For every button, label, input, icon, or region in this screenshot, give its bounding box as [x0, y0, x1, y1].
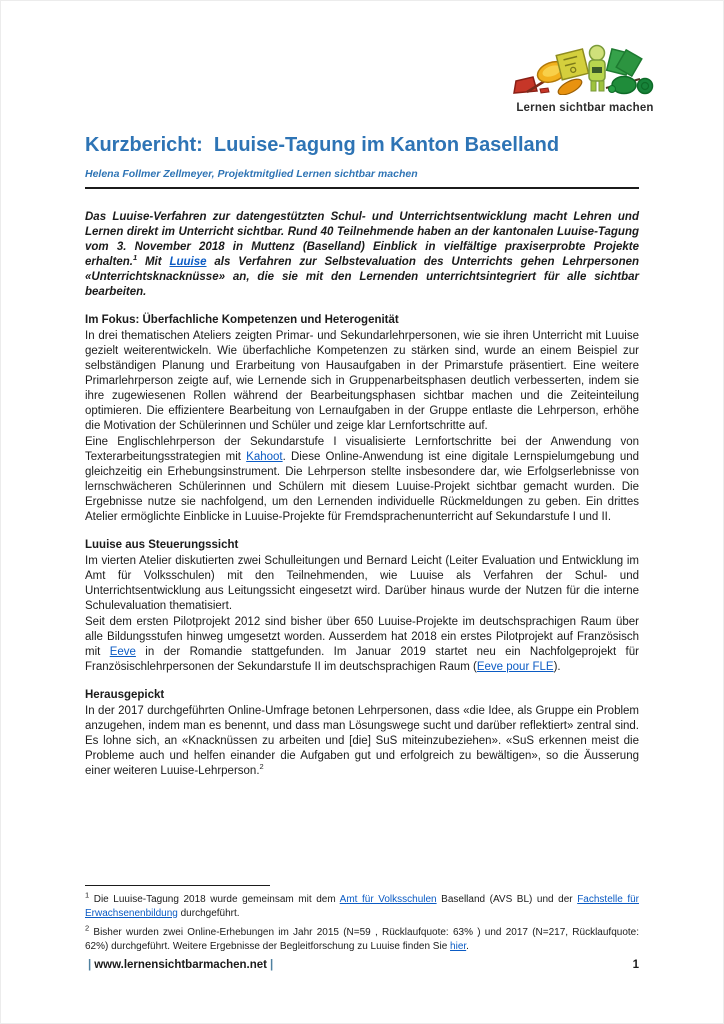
- logo-snail-icon: [638, 79, 653, 94]
- page-footer: [85, 959, 639, 971]
- text-run: Das Luuise-Verfahren zur datengestützten Schul- und Unterrichtsentwicklung macht Lehren und Lernen direkt im Unterricht sichtbar. Rund 40 Teilnehmende haben an der kantonalen Luuise-Tagung vom 3. November 2018 in Muttenz (Baselland) Einblick in vielfältige praxiserprobte Projekte erhalten.: [85, 211, 639, 268]
- paragraph: [85, 615, 639, 675]
- paragraph: [85, 554, 639, 614]
- footer-site: www.lernensichtbarmachen.net: [94, 959, 267, 971]
- document-content: [85, 1, 639, 779]
- footnote-2: [85, 923, 639, 953]
- section-steuerungssicht: [85, 538, 639, 675]
- text-run: Mit: [137, 256, 170, 268]
- text-run: .: [466, 940, 469, 952]
- text-run: ).: [553, 661, 561, 673]
- hier-link[interactable]: hier: [450, 940, 467, 952]
- text-run: in der Romandie stattgefunden. Im Januar 2019 startet neu ein Nachfolgeprojekt für Französischlehrpersonen der Sekundarstufe II im deutschsprachigen Raum (: [85, 646, 639, 673]
- section-heading-steuerungssicht: Luuise aus Steuerungssicht: [85, 539, 239, 551]
- section-heading-herausgepickt: Herausgepickt: [85, 689, 165, 701]
- text-run: Bisher wurden zwei Online-Erhebungen im Jahr 2015 (N=59 , Rücklaufquote: 63% ) und 2017 (N=217, Rücklaufquote: 62%) durchgeführt. Weitere Ergebnisse der Begleitforschung zu Luuise finden Sie: [85, 927, 639, 952]
- text-run: In der 2017 durchgeführten Online-Umfrage betonen Lehrpersonen, dass «die Idee, als Gruppe ein Problem anzugehen, indem man es benennt, und dass man Lösungswege sucht und darüber reflektiert» zentral sind. Es lohne sich, an «Knacknüssen zu arbeiten und [die] SuS miteinzubeziehen». «SuS erkennen meist die Probleme auch und helfen einander die Aufgaben gut und erfolgreich zu bewältigen», so die Äusserung einer weiteren Luuise-Lehrperson.: [85, 705, 639, 777]
- page-title: Kurzbericht: Luuise-Tagung im Kanton Baselland: [85, 134, 560, 156]
- section-heading-im-fokus: Im Fokus: Überfachliche Kompetenzen und Heterogenität: [85, 314, 399, 326]
- text-run: Baselland (AVS BL) und der: [436, 894, 578, 905]
- page-number: 1: [632, 959, 639, 971]
- luuise-link[interactable]: Luuise: [169, 256, 207, 268]
- text-run: Im vierten Atelier diskutierten zwei Schulleitungen und Bernard Leicht (Leiter Evaluation und Entwicklung im Amt für Volksschulen) mit den Teilnehmenden, wie Luuise als Verfahren der Schul- und Unterrichtsentwicklung aus Leitungssicht eingesetzt wird. Darüber hinaus wurde der Nutzen für die interne Schulevaluation thematisiert.: [85, 555, 639, 612]
- footer-pipe-left: |: [88, 959, 92, 971]
- text-run: Die Luuise-Tagung 2018 wurde gemeinsam mit dem: [89, 894, 340, 905]
- paragraph: [85, 435, 639, 525]
- footnotes: [85, 885, 639, 959]
- paragraph: [85, 329, 639, 434]
- text-run: als Verfahren zur Selbstevaluation des Unterrichts gehen Lehrpersonen «Unterrichtsknacknüsse» an, die sie mit den Lernenden unterrichtsintegriert für alle sichtbar bearbeiten.: [85, 256, 640, 298]
- footnote-ref-1: 1: [132, 253, 138, 263]
- byline: Helena Follmer Zellmeyer, Projektmitglied Lernen sichtbar machen: [85, 168, 418, 180]
- footnote-ref-2: 2: [259, 762, 264, 772]
- footer-site-group: [85, 959, 276, 971]
- footnote-1: [85, 890, 639, 920]
- footnote-marker-1: 1: [85, 890, 90, 900]
- lsm-logo-caption: Lernen sichtbar machen: [516, 102, 654, 114]
- kahoot-link[interactable]: Kahoot: [246, 451, 283, 463]
- text-run: durchgeführt.: [177, 907, 240, 919]
- text-run: Seit dem ersten Pilotprojekt 2012 sind bisher über 650 Luuise-Projekte im deutschsprachigen Raum über alle Bildungsstufen hinweg umgesetzt worden. Ausserdem hat 2018 ein erstes Pilotprojekt auf Französisch mit: [85, 616, 639, 658]
- text-run: . Diese Online-Anwendung ist eine digitale Lernspielumgebung und gleichzeitig ein Erhebungsinstrument. Die Lehrperson stellte insbesondere dar, wie Erfolgserlebnisse von lernschwächeren Schülerinnen und Schülern mit diesem Luuise-Projekt sichtbar gemacht wurden. Die Ergebnisse nutze sie nachfolgend, um den Lernenden individuelle Rückmeldungen zu geben. Ein drittes Atelier ermöglichte Einblicke in Luuise-Projekte für Fremdsprachenunterricht auf Sekundarstufe I und II.: [85, 451, 640, 523]
- intro-paragraph: [85, 210, 639, 300]
- eeve-link[interactable]: Eeve: [109, 646, 136, 658]
- footnote-marker-2: 2: [85, 923, 90, 933]
- eeve-pour-fle-link[interactable]: Eeve pour FLE: [476, 661, 554, 673]
- header-rule: [85, 187, 639, 189]
- paragraph: [85, 704, 639, 779]
- section-im-fokus: [85, 313, 639, 525]
- footer-pipe-right: |: [269, 959, 274, 971]
- text-run: In drei thematischen Ateliers zeigten Primar- und Sekundarlehrpersonen, wie sie ihren Unterricht mit Luuise gezielt weiterentwickeln. Wie überfachliche Kompetenzen zu stärken sind, wurde an einem Beispiel zur selbständigen Planung und Erarbeitung von Hausaufgaben in der Primarstufe präsentiert. Eine weitere Primarlehrperson zeigte auf, wie Lernende sich in Gruppenarbeitsphasen deutlich verbesserten, indem sie ihre zugewiesenen Rollen während der Bearbeitungsphasen sichtbar machen und die Zeiteinteilung optimieren. Die effizientere Bearbeitung von Lernaufgaben in der Gruppe entlaste die Lehrperson, erhöhe die Motivation der Schülerinnen und Schüler und zeige klar Lernfortschritte auf.: [85, 330, 639, 432]
- fachstelle-erwachsenenbildung-link[interactable]: Fachstelle für Erwachsenenbildung: [85, 894, 639, 919]
- amt-volksschulen-link[interactable]: Amt für Volksschulen: [339, 894, 437, 905]
- footnote-separator: [85, 885, 270, 886]
- section-herausgepickt: [85, 688, 639, 779]
- text-run: Eine Englischlehrperson der Sekundarstufe I visualisierte Lernfortschritte bei der Anwendung von Texterarbeitungsstrategien mit: [85, 436, 639, 463]
